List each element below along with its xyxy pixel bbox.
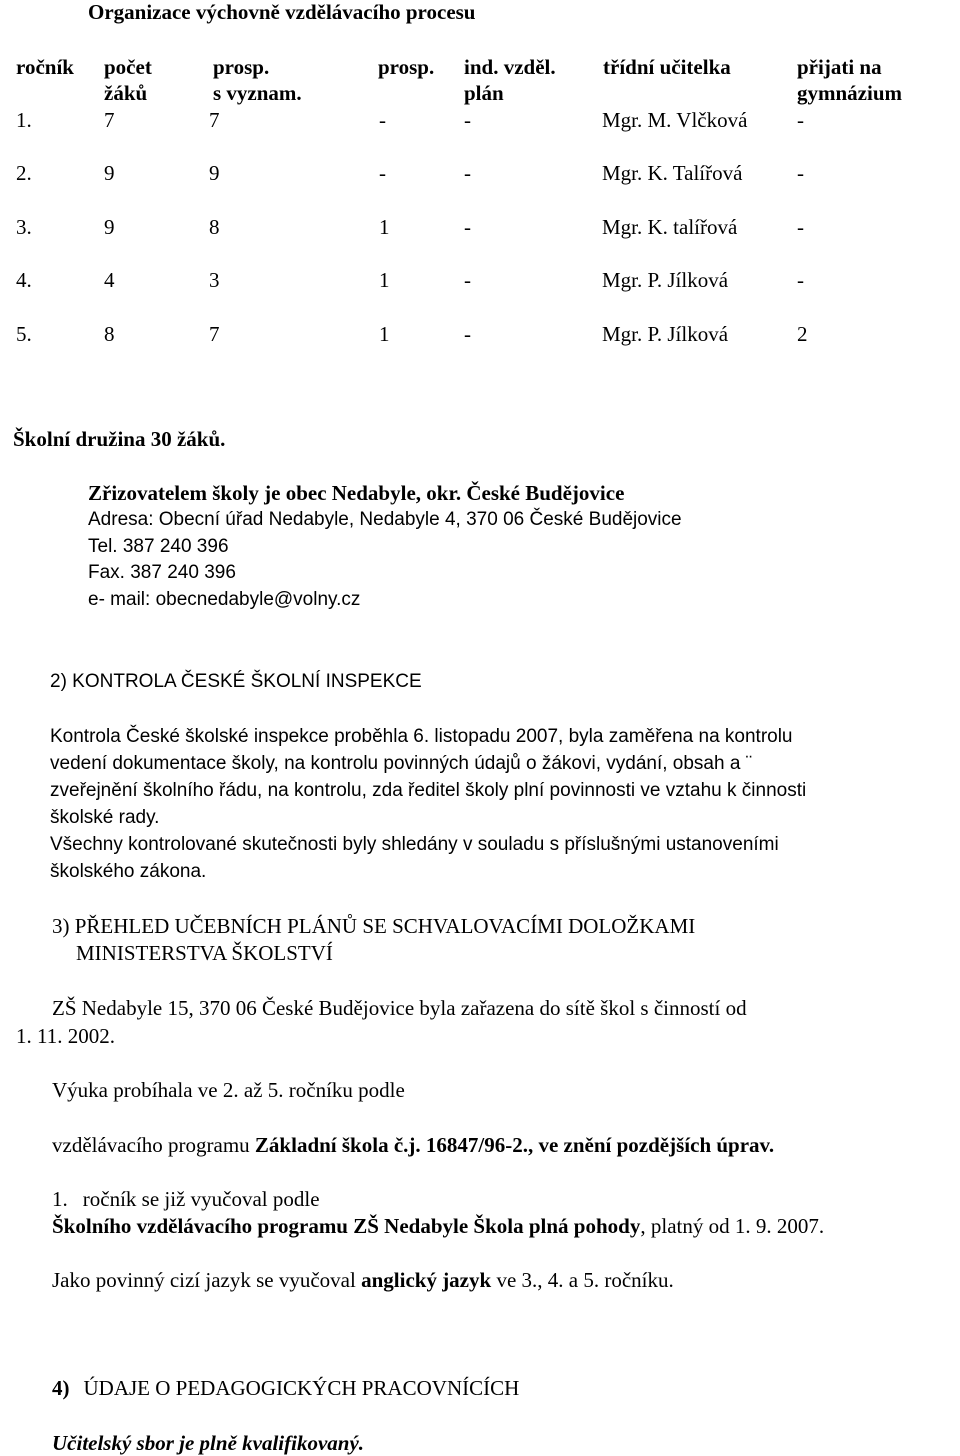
- druzina-text: Školní družina 30 žáků.: [13, 427, 226, 451]
- jazyk-rest: ve 3., 4. a 5. ročníku.: [491, 1268, 674, 1292]
- kontrola-heading: 2) KONTROLA ČESKÉ ŠKOLNÍ INSPEKCE: [50, 671, 422, 692]
- cell-ucitelka: Mgr. P. Jílková: [602, 322, 729, 346]
- header-pocet-line1: počet: [104, 55, 152, 79]
- cell-rocnik: 5.: [16, 322, 32, 346]
- zrizovatel-tel: Tel. 387 240 396: [88, 536, 229, 557]
- header-gymnazium: [797, 54, 902, 106]
- prehled-heading-line1: 3) PŘEHLED UČEBNÍCH PLÁNŮ SE SCHVALOVACÍMI DOLOŽKAMI: [52, 914, 696, 938]
- udaje-num: 4): [52, 1376, 70, 1400]
- cell-pocet: 9: [104, 161, 115, 185]
- cell-ucitelka: Mgr. K. Talířová: [602, 161, 743, 185]
- header-ind-plan: [464, 54, 556, 106]
- cell-ind-plan: -: [464, 108, 471, 132]
- kontrola-line: zveřejnění školního řádu, na kontrolu, zda ředitel školy plní povinnosti ve vztahu k činnosti: [50, 780, 807, 801]
- header-ind-line2: plán: [464, 81, 504, 105]
- cell-gymnazium: -: [797, 108, 804, 132]
- cell-pocet: 9: [104, 215, 115, 239]
- kontrola-line: Kontrola České školské inspekce proběhla 6. listopadu 2007, byla zaměřena na kontrolu: [50, 726, 793, 747]
- cell-prosp: 1: [379, 322, 390, 346]
- zrizovatel-adresa: Adresa: Obecní úřad Nedabyle, Nedabyle 4, 370 06 České Budějovice: [88, 509, 682, 530]
- cell-ind-plan: -: [464, 161, 471, 185]
- zrizovatel-fax: Fax. 387 240 396: [88, 562, 236, 583]
- zrizovatel-email: e- mail: obecnedabyle@volny.cz: [88, 589, 361, 610]
- header-rocnik: ročník: [16, 55, 74, 79]
- jazyk-line: [52, 1268, 674, 1293]
- cell-gymnazium: -: [797, 161, 804, 185]
- header-prosp-vyznam-line1: prosp.: [213, 55, 270, 79]
- cell-ucitelka: Mgr. P. Jílková: [602, 268, 729, 292]
- header-prosp: prosp.: [378, 55, 435, 79]
- kontrola-line: školské rady.: [50, 807, 160, 828]
- cell-ind-plan: -: [464, 322, 471, 346]
- cell-prosp-vyznam: 7: [209, 322, 220, 346]
- header-prosp-vyznam-line2: s vyznam.: [213, 81, 302, 105]
- cell-rocnik: 3.: [16, 215, 32, 239]
- cell-prosp: -: [379, 161, 386, 185]
- cell-rocnik: 2.: [16, 161, 32, 185]
- jazyk-prefix: Jako povinný cizí jazyk se vyučoval: [52, 1268, 362, 1292]
- svp-line: [52, 1214, 824, 1239]
- cell-ind-plan: -: [464, 215, 471, 239]
- rocnik1-num: 1.: [52, 1187, 68, 1211]
- zrizovatel-heading: Zřizovatelem školy je obec Nedabyle, okr. České Budějovice: [88, 481, 625, 505]
- cell-gymnazium: 2: [797, 322, 808, 346]
- sbor-text: Učitelský sbor je plně kvalifikovaný.: [52, 1431, 365, 1455]
- kontrola-line: školského zákona.: [50, 861, 207, 882]
- cell-prosp-vyznam: 8: [209, 215, 220, 239]
- cell-pocet: 4: [104, 268, 115, 292]
- header-pocet: [104, 54, 152, 106]
- cell-prosp-vyznam: 7: [209, 108, 220, 132]
- section-title: Organizace výchovně vzdělávacího procesu: [88, 0, 476, 24]
- header-ind-line1: ind. vzděl.: [464, 55, 556, 79]
- zs-line1: ZŠ Nedabyle 15, 370 06 České Budějovice byla zařazena do sítě škol s činností od: [52, 996, 747, 1020]
- cell-rocnik: 1.: [16, 108, 32, 132]
- header-prosp-vyznam: [213, 54, 302, 106]
- cell-ucitelka: Mgr. K. talířová: [602, 215, 738, 239]
- cell-gymnazium: -: [797, 215, 804, 239]
- program-name: Základní škola č.j. 16847/96-2., ve znění pozdějších úprav.: [254, 1133, 775, 1157]
- vyuka-text: Výuka probíhala ve 2. až 5. ročníku podle: [52, 1078, 405, 1102]
- udaje-heading: [52, 1376, 519, 1401]
- cell-rocnik: 4.: [16, 268, 32, 292]
- cell-pocet: 8: [104, 322, 115, 346]
- jazyk-name: anglický jazyk: [361, 1268, 492, 1292]
- rocnik1-text: ročník se již vyučoval podle: [82, 1187, 320, 1211]
- rocnik1-line: [52, 1187, 320, 1212]
- header-pocet-line2: žáků: [104, 81, 148, 105]
- kontrola-line: Všechny kontrolované skutečnosti byly shledány v souladu s příslušnými ustanoveními: [50, 834, 779, 855]
- kontrola-line: vedení dokumentace školy, na kontrolu povinných údajů o žákovi, vydání, obsah a ¨: [50, 753, 753, 774]
- prehled-heading-line2: MINISTERSTVA ŠKOLSTVÍ: [76, 941, 333, 965]
- zs-line2: 1. 11. 2002.: [16, 1024, 115, 1048]
- header-ucitelka: třídní učitelka: [603, 55, 731, 79]
- cell-prosp: -: [379, 108, 386, 132]
- program-prefix: vzdělávacího programu: [52, 1133, 255, 1157]
- svp-rest: , platný od 1. 9. 2007.: [640, 1214, 825, 1238]
- cell-prosp: 1: [379, 268, 390, 292]
- cell-ucitelka: Mgr. M. Vlčková: [602, 108, 748, 132]
- cell-pocet: 7: [104, 108, 115, 132]
- cell-prosp-vyznam: 3: [209, 268, 220, 292]
- cell-ind-plan: -: [464, 268, 471, 292]
- cell-prosp: 1: [379, 215, 390, 239]
- svp-name: Školního vzdělávacího programu ZŠ Nedabyle Škola plná pohody: [52, 1214, 641, 1238]
- program-line: [52, 1133, 774, 1158]
- cell-prosp-vyznam: 9: [209, 161, 220, 185]
- udaje-title: ÚDAJE O PEDAGOGICKÝCH PRACOVNÍCÍCH: [83, 1376, 520, 1400]
- header-gym-line2: gymnázium: [797, 81, 902, 105]
- cell-gymnazium: -: [797, 268, 804, 292]
- header-gym-line1: přijati na: [797, 55, 882, 79]
